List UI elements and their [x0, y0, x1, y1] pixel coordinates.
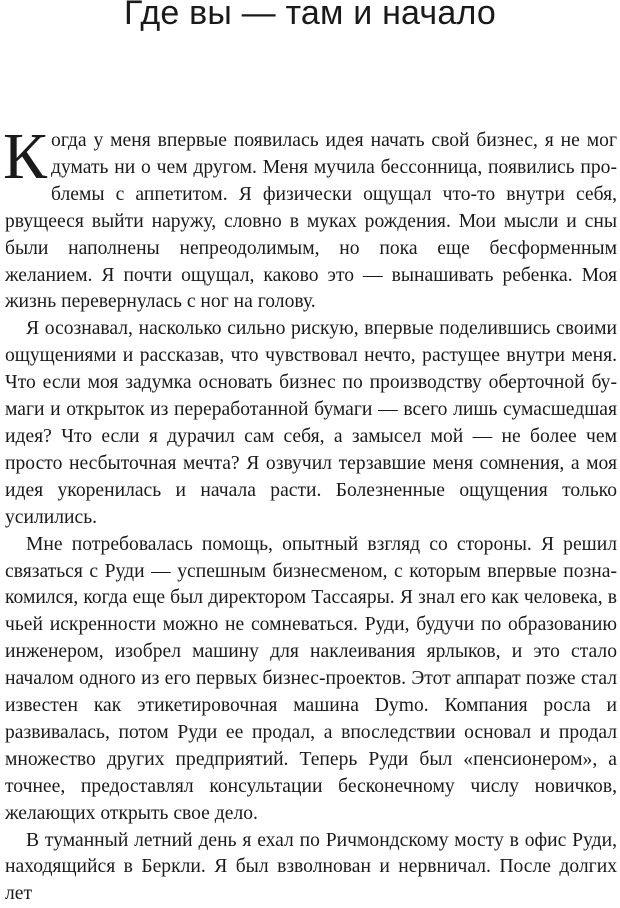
drop-cap: К [3, 120, 48, 193]
paragraph-1-text: огда у меня впервые появилась идея начать свой бизнес, я не мог думать ни о чем другом. Меня мучила бессонница, появились проблемы с аппетитом. Я физически ощущал что-то внутри себя, рвущееся выйти наружу, словно в муках рождения. Мои мысли и сны были наполнены непреодолимым, но пока еще бесформенным желанием. Я почти ощущал, каково это — вынашивать ребенка. Моя жизнь перевернулась с ног на голову. [5, 130, 617, 313]
chapter-body [3, 120, 617, 908]
paragraph-2: Я осознавал, насколько сильно рискую, впервые поделившись своими ощущениями и рассказав, что чувствовал нечто, растущее внутри меня. Что если моя задумка основать бизнес по производству оберточной бумаги и открыток из переработанной бумаги — всего лишь сумасшедшая идея? Что если я дурачил сам себя, а замысел мой — не более чем просто несбыточная мечта? Я озвучил терзавшие меня сомнения, а моя идея укоренилась и начала расти. Болезненные ощущения только усилились. [5, 318, 617, 528]
paragraph-1 [3, 120, 617, 316]
paragraph-3: Мне потребовалась помощь, опытный взгляд со стороны. Я решил связаться с Руди — успешным бизнесменом, с которым впервые познакомился, когда еще был директором Тассаяры. Я знал его как человека, в чьей искренности можно не сомневаться. Руди, будучи по образованию инженером, изобрел машину для наклеивания ярлыков, и это стало началом одного из его первых бизнес-проектов. Этот аппарат позже стал известен как этикетировочная машина Dymo. Компания росла и развивалась, потом Руди ее продал, а впоследствии основал и продал множество других предприятий. Теперь Руди был «пенсионером», а точнее, предоставлял консультации бесконечному числу новичков, желающих открыть свое дело. [5, 533, 617, 824]
chapter-title: Где вы — там и начало [124, 0, 496, 32]
paragraph-4: В туманный летний день я ехал по Ричмондскому мосту в офис Руди, находящийся в Беркли. Я был взволнован и нервничал. После долгих лет [5, 829, 617, 905]
